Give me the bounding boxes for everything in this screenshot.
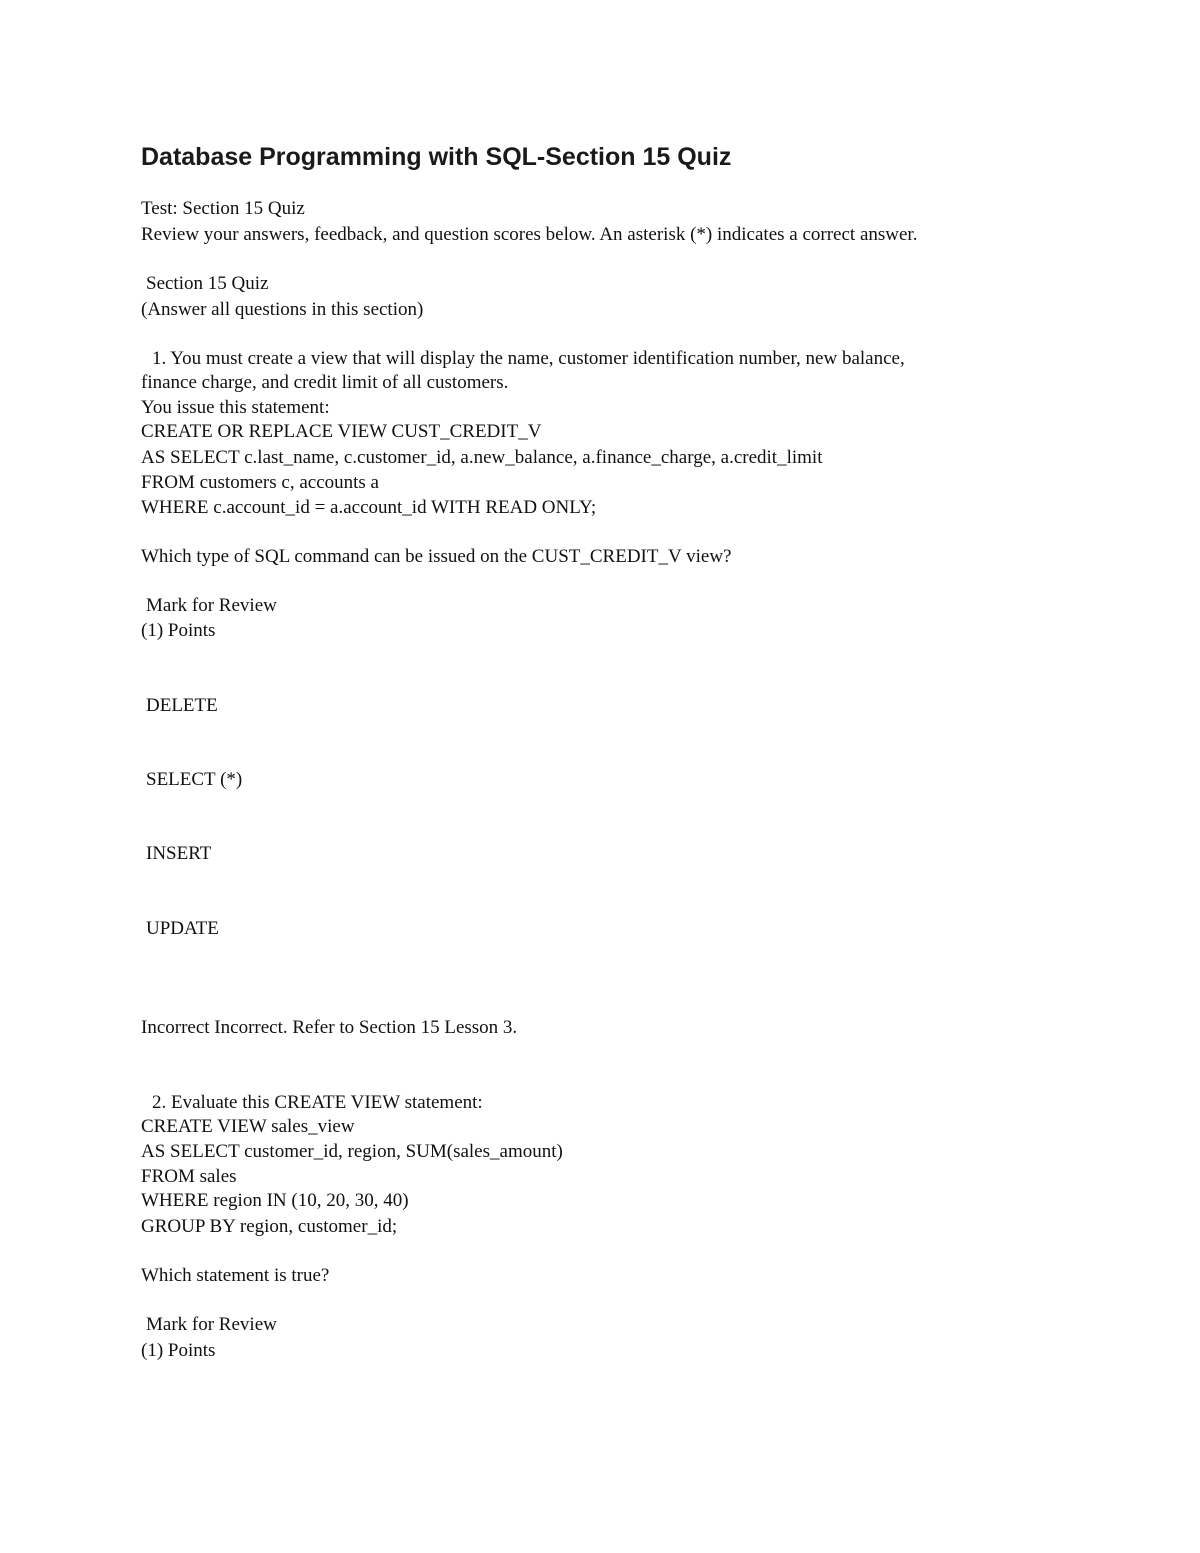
question-2-code-line: GROUP BY region, customer_id; [141, 1216, 398, 1237]
question-2-code-line: WHERE region IN (10, 20, 30, 40) [141, 1190, 409, 1211]
question-1-points: (1) Points [141, 620, 216, 641]
question-2-code-line: FROM sales [141, 1166, 237, 1187]
question-1-option-insert[interactable]: INSERT [146, 843, 212, 864]
question-1-prompt-line: You issue this statement: [141, 397, 330, 418]
question-1-prompt-line: 1. You must create a view that will display the name, customer identification number, new balance, [152, 348, 905, 369]
question-1-feedback: Incorrect Incorrect. Refer to Section 15 Lesson 3. [141, 1017, 518, 1038]
question-1-mark-for-review[interactable]: Mark for Review [146, 595, 277, 616]
question-1-text: Which type of SQL command can be issued on the CUST_CREDIT_V view? [141, 546, 732, 567]
question-2-points: (1) Points [141, 1340, 216, 1361]
question-1-code-line: WHERE c.account_id = a.account_id WITH READ ONLY; [141, 497, 597, 518]
question-1-option-select[interactable]: SELECT (*) [146, 769, 243, 790]
question-1-prompt-line: finance charge, and credit limit of all customers. [141, 372, 509, 393]
question-2-code-line: CREATE VIEW sales_view [141, 1116, 355, 1137]
question-2-code-line: AS SELECT customer_id, region, SUM(sales_amount) [141, 1141, 563, 1162]
question-2-text: Which statement is true? [141, 1265, 330, 1286]
question-1-code-line: CREATE OR REPLACE VIEW CUST_CREDIT_V [141, 421, 542, 442]
section-name: Section 15 Quiz [146, 273, 269, 294]
question-2-prompt-line: 2. Evaluate this CREATE VIEW statement: [152, 1092, 483, 1113]
document-title: Database Programming with SQL-Section 15 Quiz [141, 143, 732, 171]
question-1-option-delete[interactable]: DELETE [146, 695, 218, 716]
test-line: Test: Section 15 Quiz [141, 198, 305, 219]
section-note: (Answer all questions in this section) [141, 299, 424, 320]
instructions-text: Review your answers, feedback, and question scores below. An asterisk (*) indicates a correct answer. [141, 224, 918, 245]
question-1-code-line: AS SELECT c.last_name, c.customer_id, a.new_balance, a.finance_charge, a.credit_limit [141, 447, 823, 468]
question-1-option-update[interactable]: UPDATE [146, 918, 219, 939]
question-2-mark-for-review[interactable]: Mark for Review [146, 1314, 277, 1335]
question-1-code-line: FROM customers c, accounts a [141, 472, 379, 493]
